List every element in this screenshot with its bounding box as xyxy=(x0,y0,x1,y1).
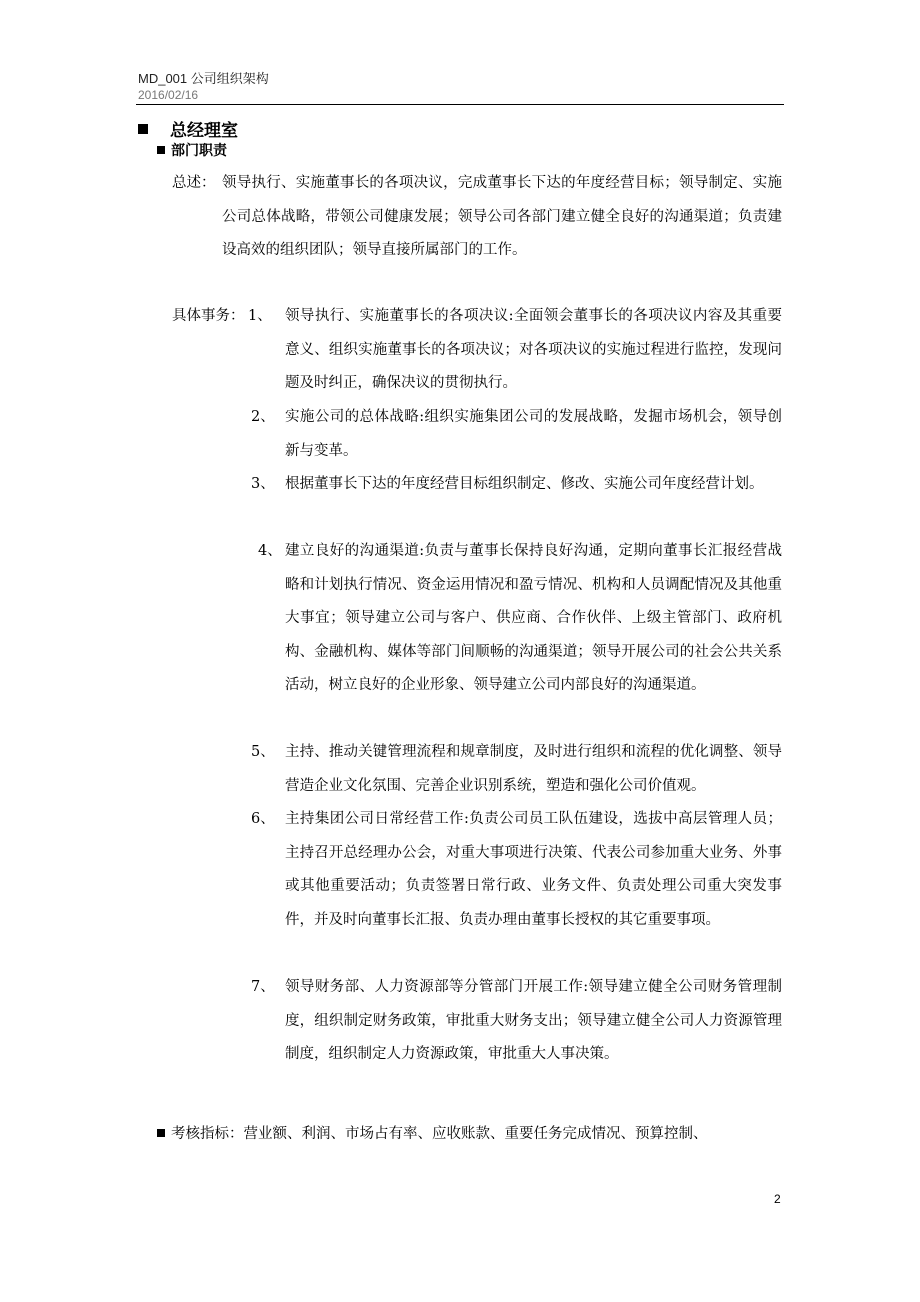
section-title-text: 总经理室 xyxy=(170,121,238,141)
document-date: 2016/02/16 xyxy=(138,88,199,102)
detail-item-text: 根据董事长下达的年度经营目标组织制定、修改、实施公司年度经营计划。 xyxy=(285,476,764,492)
detail-item-number: 3、 xyxy=(251,476,275,492)
square-bullet-icon xyxy=(138,124,148,134)
subsection-title-text: 部门职责 xyxy=(171,143,227,159)
detail-item-number: 6、 xyxy=(251,811,275,827)
detail-item xyxy=(248,300,782,401)
details-label: 具体事务： xyxy=(172,308,245,324)
overview-text: 领导执行、实施董事长的各项决议，完成董事长下达的年度经营目标；领导制定、实施公司总体战略，带领公司健康发展；领导公司各部门建立健全良好的沟通渠道；负责建设高效的组织团队；领导直接所属部门的工作。 xyxy=(222,175,782,258)
document-code: MD_001 公司组织架构 xyxy=(138,71,269,86)
detail-item-text: 主持、推动关键管理流程和规章制度，及时进行组织和流程的优化调整、领导营造企业文化氛围、完善企业识别系统，塑造和强化公司价值观。 xyxy=(285,744,782,794)
kpi-label: 考核指标： xyxy=(171,1126,244,1142)
page-number: 2 xyxy=(774,1192,781,1206)
overview-paragraph xyxy=(172,167,782,268)
overview-label: 总述： xyxy=(172,175,216,191)
kpi-text: 营业额、利润、市场占有率、应收账款、重要任务完成情况、预算控制、 xyxy=(243,1126,708,1142)
square-bullet-icon xyxy=(157,146,165,154)
detail-item-text: 主持集团公司日常经营工作:负责公司员工队伍建设，选拔中高层管理人员；主持召开总经理办公会，对重大事项进行决策、代表公司参加重大业务、外事或其他重要活动；负责签署日常行政、业务文件、负责处理公司重大突发事件，并及时向董事长汇报、负责办理由董事长授权的其它重要事项。 xyxy=(285,811,782,928)
detail-item xyxy=(251,803,782,937)
detail-item-number: 1、 xyxy=(248,308,272,324)
detail-item-number: 7、 xyxy=(251,979,275,995)
detail-item-number: 5、 xyxy=(251,744,275,760)
detail-item xyxy=(251,971,782,1072)
subsection-title xyxy=(157,140,227,160)
detail-item xyxy=(251,401,782,468)
detail-item-text: 领导财务部、人力资源部等分管部门开展工作:领导建立健全公司财务管理制度，组织制定财务政策，审批重大财务支出；领导建立健全公司人力资源管理制度，组织制定人力资源政策，审批重大人事决策。 xyxy=(285,979,782,1062)
detail-item-text: 领导执行、实施董事长的各项决议:全面领会董事长的各项决议内容及其重要意义、组织实施董事长的各项决议；对各项决议的实施过程进行监控，发现问题及时纠正，确保决议的贯彻执行。 xyxy=(285,308,782,391)
header-divider xyxy=(136,104,784,105)
detail-item xyxy=(258,535,782,703)
kpi-line xyxy=(157,1118,708,1152)
detail-item-number: 4、 xyxy=(258,543,282,559)
detail-item xyxy=(251,468,782,502)
detail-item-number: 2、 xyxy=(251,409,275,425)
detail-item-text: 实施公司的总体战略:组织实施集团公司的发展战略，发掘市场机会，领导创新与变革。 xyxy=(285,409,782,459)
square-bullet-icon xyxy=(157,1129,165,1137)
detail-item-text: 建立良好的沟通渠道:负责与董事长保持良好沟通，定期向董事长汇报经营战略和计划执行情况、资金运用情况和盈亏情况、机构和人员调配情况及其他重大事宜；领导建立公司与客户、供应商、合作伙伴、上级主管部门、政府机构、金融机构、媒体等部门间顺畅的沟通渠道；领导开展公司的社会公共关系活动，树立良好的企业形象、领导建立公司内部良好的沟通渠道。 xyxy=(285,543,782,693)
section-title xyxy=(138,116,238,141)
detail-item xyxy=(251,736,782,803)
